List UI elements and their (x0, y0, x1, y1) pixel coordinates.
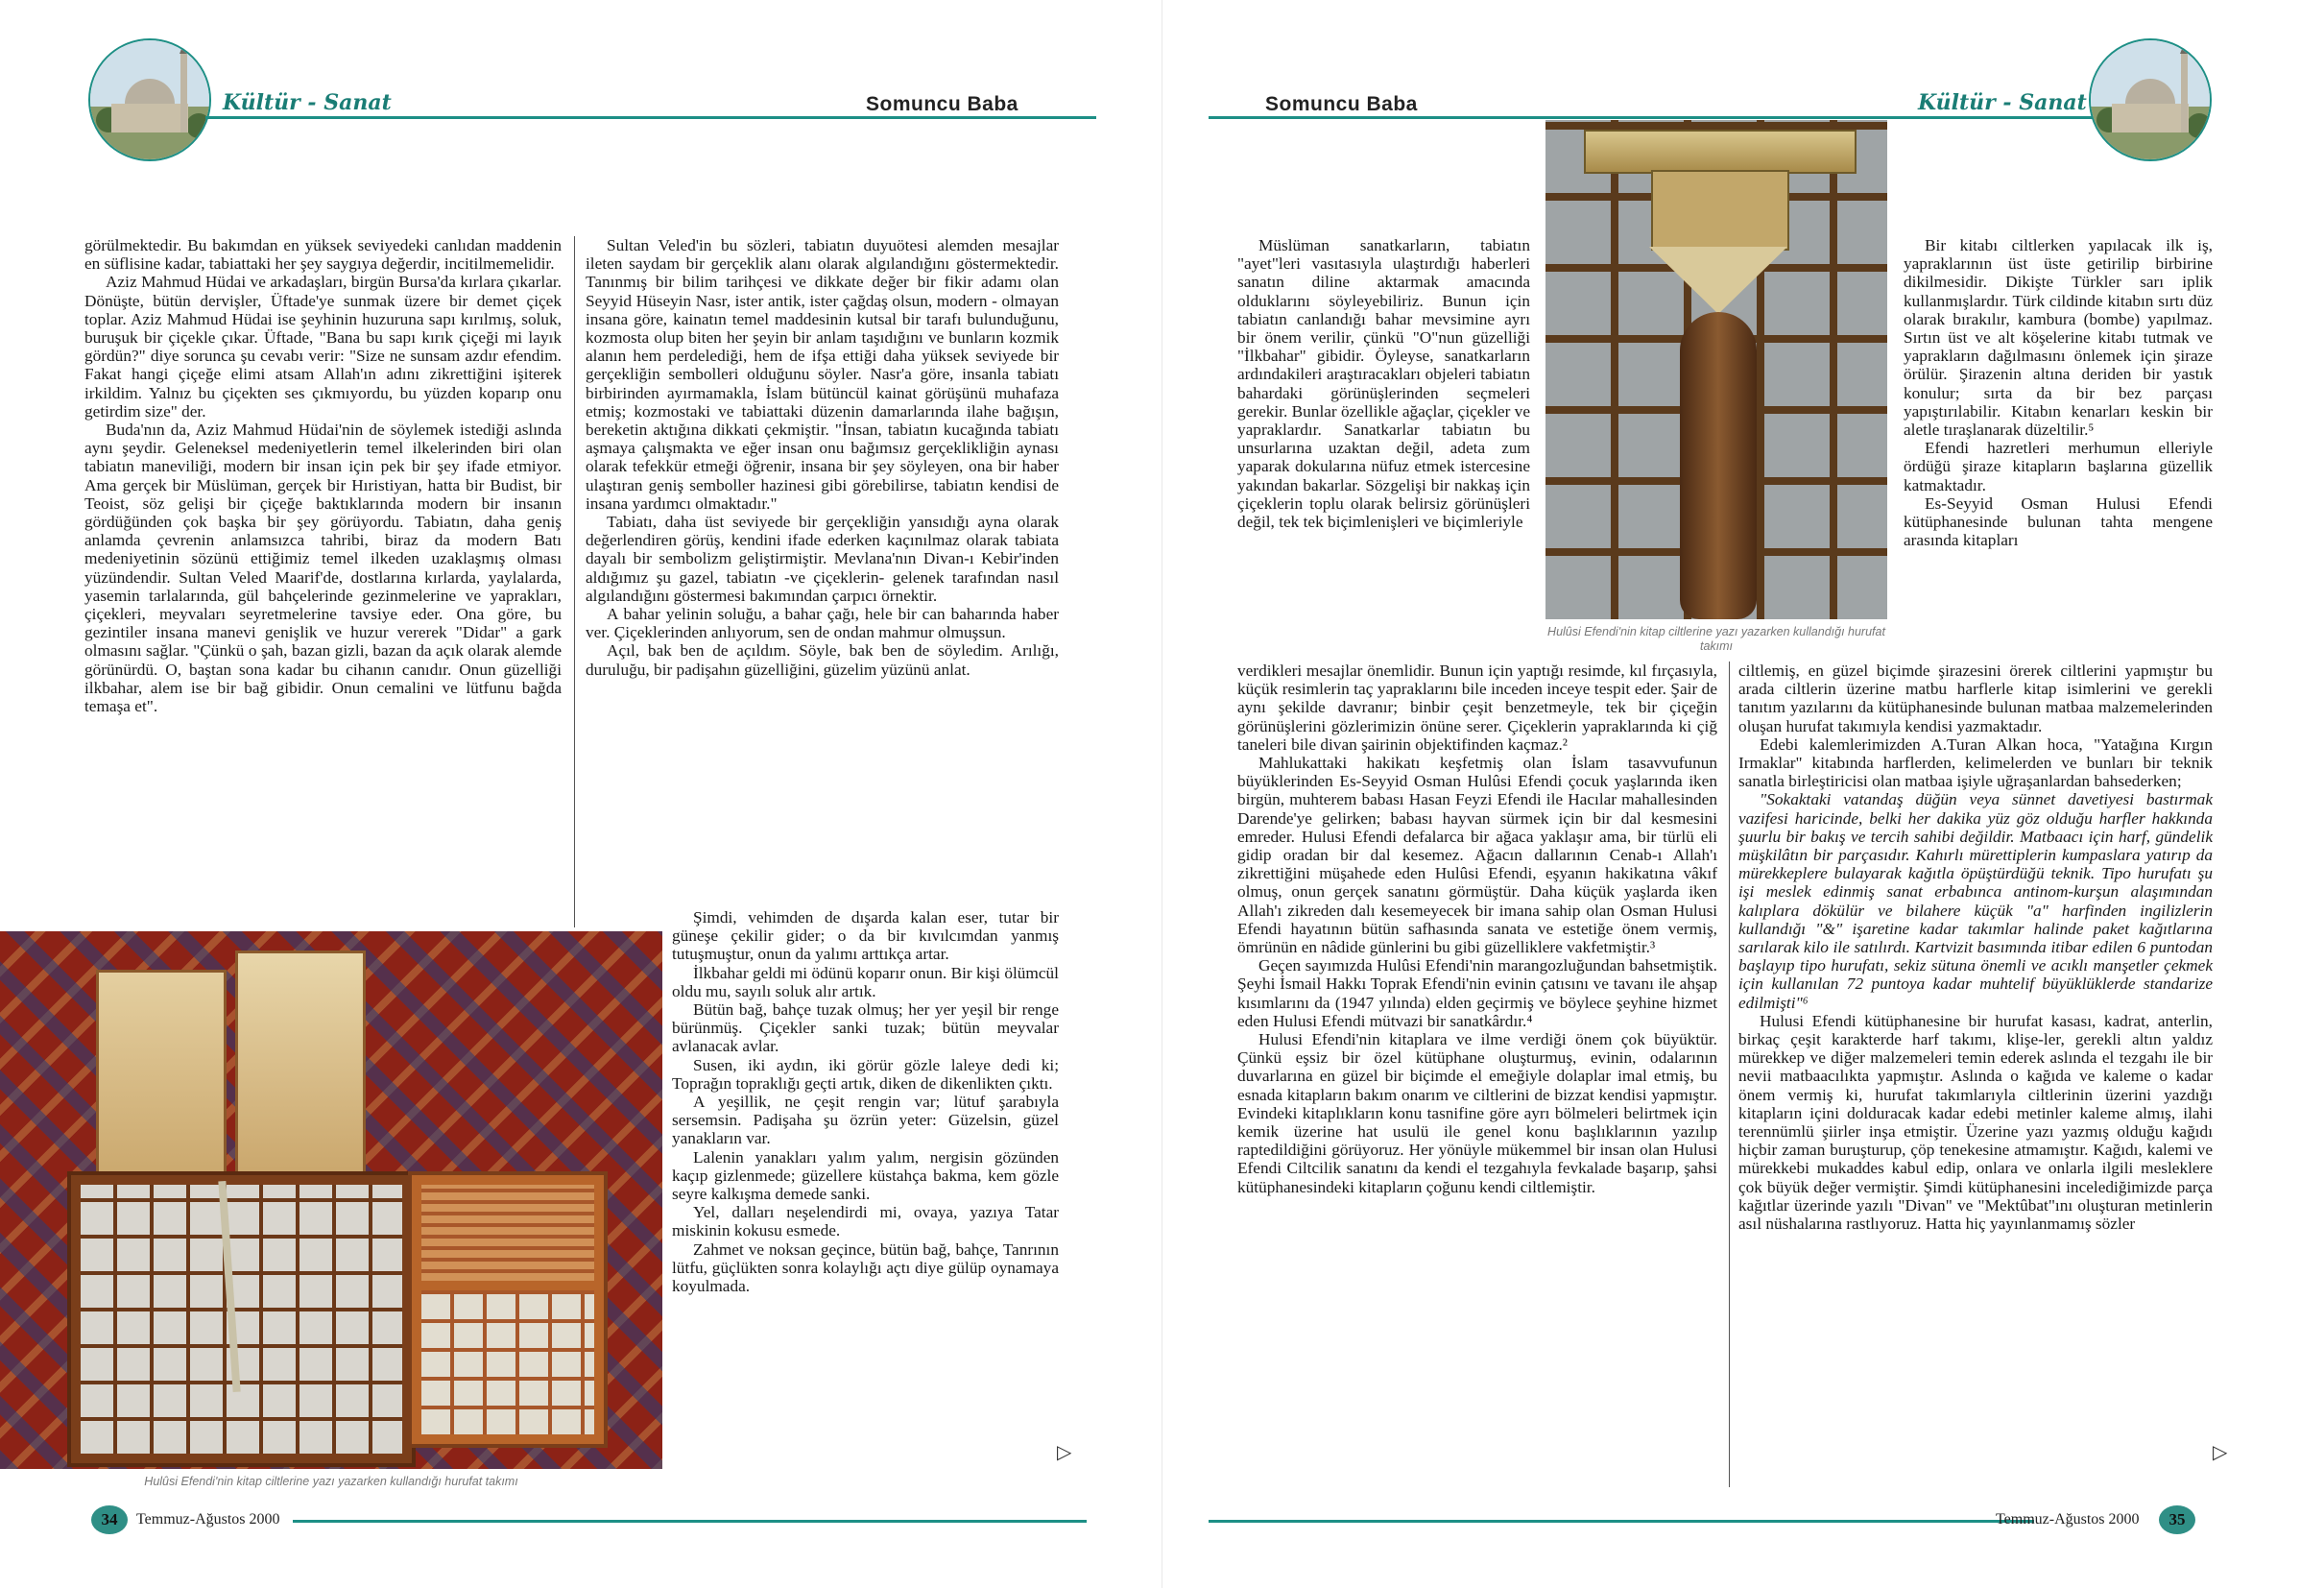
paragraph: Susen, iki aydın, iki görür gözle laleye dedi ki; Toprağın topraklığı geçti artık, diken de dikenlikten çıktı. (672, 1055, 1059, 1093)
section-title: Kültür - Sanat (223, 90, 392, 115)
paragraph: Sultan Veled'in bu sözleri, tabiatın duyuötesi alemden mesajlar ileten saydam bir gerçeklik alanı olarak algılandığını göstermektedir. Tanınmış bir bilim tarihçesi ve dikkate değer bir fikir adamı olan Seyyid Hüseyin Nasr, ister antik, ister çağdaş olsun, modern - olmayan insana göre, kainatın temel maddesinin kutsal bir tarafı bulunduğunu, kozmosta olup biten her şeyin bir anlam taşıdığını ve bunların kozmik alanın hem perdelediği, hem de ifşa ettiği daha yüksek seviyede bir gerçekliğin sembolleri olduğunu söyler. Nasr'a göre, insanla tabiatı birbirinden ayırmamakla, İslam bütüncül kainat görüşünü muhafaza etmiş; kozmostaki ve tabiattaki düzenin damarlarında ilahe bağışın, bereketin aktığına dikkati çekmiştir. "İnsan, tabiatın kucağında tabiatı aşmaya çalışmakta ve eğer insan onu bağımsız gerçeklikliğin aynası olarak tefekkür etmeği öğrenir, insana bir şey söyleyen, ona bir haber ulaştıran geniş semboller hazinesi gibi görebilirse, tabiatın kendisi de insana yardımcı olmaktadır." (586, 236, 1059, 513)
paragraph: Açıl, bak ben de açıldım. Söyle, bak ben de söyledim. Arılığı, duruluğu, bir padişahın güzelliğini, güzelim yüzünü anlat. (586, 641, 1059, 679)
paragraph: Bir kitabı ciltlerken yapılacak ilk iş, yapraklarının üst üste getirilip birbirine dikilmesidir. Dikişte Türkler sarı iplik kullanmışlardır. Türk cildinde kitabın sırtı düz olarak bırakılır, kambura (bombe) yapılmaz. Sırtın üst ve alt köşelerine kitabı tutmak ve yaprakların dağılmasını önlemek için şiraze örülür. Şirazenin altına deriden bir yastık konulur; sırta da bir bez parçası yapıştırılabilir. Kitabın kenarları keskin bir aletle tıraşlanarak düzeltilir.⁵ (1904, 236, 2213, 440)
paragraph: Şimdi, vehimden de dışarda kalan eser, tutar bir güneşe çekilir gider; o da bir kıvılcımdan yanmış tutuşmuştur, onun da yalımı arttıkça artar. (672, 908, 1059, 964)
paragraph: Yel, dalları neşelendirdi mi, ovaya, yazıya Tatar miskinin kokusu esmede. (672, 1203, 1059, 1240)
mosque-logo-icon (2089, 38, 2212, 161)
continue-arrow-icon: ▷ (2213, 1440, 2228, 1463)
paragraph: Geçen sayımızda Hulûsi Efendi'nin marangozluğundan bahsetmiştik. Şeyhi İsmail Hakkı Toprak Efendi'nin evinin çatısını ve tavanı ile ahşap kısımlarını da (1947 yılında) elden geçirmiş ve böylece şeyhine hizmet eden Hulusi Efendi mütvazi bir sanatkârdır.⁴ (1237, 956, 1717, 1030)
mosque-logo-icon (88, 38, 211, 161)
left-column-2 (586, 236, 1059, 679)
paragraph: Zahmet ve noksan geçince, bütün bağ, bahçe, Tanrının lütfu, güçlükten sonra kolaylığı açtı diye gülüp oynamaya koyulmada. (672, 1239, 1059, 1296)
page-number: 35 (2159, 1505, 2195, 1534)
page-number: 34 (91, 1505, 128, 1534)
left-column-1 (84, 236, 562, 715)
paragraph: Müslüman sanatkarların, tabiatın "ayet"leri vasıtasıyla ulaştırdığı haberleri sanatın diline aktarmak amacında olduklarını söyleyebiliriz. Bunun için tabiatın canlandığı bahar mevsimine ayrı bir önem verilir, çünkü "O"nun güzelliği "İlkbahar" gibidir. Öyleyse, sanatkarların ardındakileri araştıracakları objeleri tabiatın bahardaki görünüşlerinden seçmeleri gerekir. Bunlar özellikle ağaçlar, çiçekler ve yapraklardır. Sanatkarlar tabiatın bu unsurlarına uzaktan değil, adeta zum yaparak dokularına nüfuz etmek istercesine yakından bakarlar. Sözgelişi bir nakkaş için çiçeklerin toplu olarak belirsiz görünüşleri değil, tek tek biçimlenişleri ve biçimleriyle (1237, 236, 1530, 532)
paragraph: A bahar yelinin soluğu, a bahar çağı, hele bir can baharında haber ver. Çiçeklerinden anlıyorum, sen de ondan mahmur olmuşsun. (586, 605, 1059, 642)
left-column-2-lower (672, 908, 1059, 1295)
paragraph: verdikleri mesajlar önemlidir. Bunun için yaptığı resimde, kıl fırçasıyla, küçük resimlerin taç yapraklarını bile inceden inceye tespit eder. Şair de aynı şekilde davranır; binbir çeşit benzetmeyle, tek bir çiçeğin görünüşlerini gözlerimizin önüne serer. Çiçeklerin yapraklarında ki çiğ taneleri bile divan şairinin objektifinden kaçmaz.² (1237, 662, 1717, 754)
paragraph: Lalenin yanakları yalım yalım, nergisin gözünden kaçıp gizlenmede; güzellere küstahça bakma, kem gözle seyre kalkışma demede sanki. (672, 1147, 1059, 1204)
right-column-2 (1904, 236, 2213, 549)
right-column-1 (1237, 236, 1530, 531)
paragraph: Hulusi Efendi'nin kitaplara ve ilme verdiği önem çok büyüktür. Çünkü eşsiz bir özel kütüphane oluşturmuş, evinin, odalarının duvarlarına en güzel bir biçimde el emeğiyle dolaplar imal etmiş, bu esnada kitapların bakım onarım ve ciltlerini de bizzat kendisi yapmıştır. Evindeki kitaplıkların konu tasnifine göre ayrı bölmeleri belirtmek için kemik üzerine hat usulü ile genel konu başlıklarının yazılıp raptedildiğini görüyoruz. Her yönüyle mükemmel bir insan olan Hulusi Efendi Ciltcilik sanatını da kendi el tezgahıyla fevkalade başarıp, şahsi kütüphanesindeki kitapların çoğunu kendi ciltlemiştir. (1237, 1030, 1717, 1196)
section-title: Kültür - Sanat (1918, 90, 2087, 115)
type-case-photo (0, 931, 662, 1469)
right-column-2-lower (1738, 662, 2213, 1233)
footer-rule (1209, 1520, 2034, 1523)
paragraph: Mahlukattaki hakikatı keşfetmiş olan İslam tasavvufunun büyüklerinden Es-Seyyid Osman Hulûsi Efendi çocuk yaşlarında iken birgün, muhterem babası Hasan Feyzi Efendi ile Hacılar mahallesinden Darende'ye gelirken; babası hayvan sürmek için bir dal kesmesini emreder. Hulusi Efendi defalarca bir ağaca yaklaşır ama, bir türlü eli gidip oradan bir dal kesemez. Ağacın dallarının Cenab-ı Allah'ı zikrettiğini müşahede eden Hulûsi Efendi, eşyanın hakikatına vâkıf olmuş, onun gerçek sanatını görmüştür. Daha küçük yaşlarda iken Allah'ı zikreden dalı kesemeyecek bir imana sahip olan Osman Hulusi Efendi hayatının bütün safhasında sanata ve estetiğe önem vermiş, ömrünün en nâdide günlerini bu gibi güzelliklere vakfetmiştir.³ (1237, 754, 1717, 957)
photo-caption: Hulûsi Efendi'nin kitap ciltlerine yazı yazarken kullandığı hurufat takımı (144, 1475, 518, 1488)
paragraph: ciltlemiş, en güzel biçimde şirazesini örerek ciltlerini yapmıştır bu arada ciltlerin üzerine matbu harflerle kitap isimlerini ve gerekli tanıtım yazılarını da kütüphanesinde bulunan matbaa malzemelerinden oluşan hurufat takımıyla kendisi yazmaktadır. (1738, 662, 2213, 735)
paragraph: A yeşillik, ne çeşit rengin var; lütuf şarabıyla sersemsin. Padişaha şu özrün yeter: Güzelsin, güzel yanakların var. (672, 1093, 1059, 1148)
photo-caption: Hulûsi Efendi'nin kitap ciltlerine yazı yazarken kullandığı hurufat takımı (1547, 625, 1885, 653)
right-page (1162, 0, 2324, 1588)
paragraph: Es-Seyyid Osman Hulusi Efendi kütüphanesinde bulunan tahta mengene arasında kitapları (1904, 493, 2213, 550)
issue-date: Temmuz-Ağustos 2000 (136, 1511, 280, 1528)
column-divider (1729, 662, 1730, 1487)
paragraph: İlkbahar geldi mi ödünü koparır onun. Bir kişi ölümcül oldu mu, sayılı soluk alır artık. (672, 963, 1059, 1000)
paragraph: görülmektedir. Bu bakımdan en yüksek seviyedeki canlıdan maddenin en süflisine kadar, tabiattaki her şey saygıya değerdir, incitilmemelidir. (84, 236, 562, 274)
paragraph: Buda'nın da, Aziz Mahmud Hüdai'nin de söylemek istediği aslında aynı şeydir. Geleneksel medeniyetlerin temel ilkelerinden biri olan tabiatın maneviliği, modern bir insan için pek bir şey ifade etmiyor. Ama gerçek bir Müslüman, gerçek bir Hıristiyan, hatta bir Budist, bir Teoist, söz gelişi bir çiçeğe baktıklarında modern bir insanın gördüğünden çok başka bir şey görüyordu. Tabiatın, daha geniş anlamda çevrenin anlamsızca tahribi, biraz da modern Batı medeniyetinin sözünü ettiğimiz temel ilkeden uzaklaşmış olması yüzündendir. Sultan Veled Maarif'de, dostlarına kırlarda, yaylalarda, yasemin tarlalarında, gül bahçelerinde gezinmelerine ve yaprakları, çiçekleri, meyvaları seyretmelerine tavsiye eder. Ona göre, bu gezintiler insana manevi genişlik ve huzur vererek "Didar" a gark olmasını sağlar. "Çünkü o şah, bazan gizli, bazan da açık olarak alemde görünürdü. O, baştan sona kadar bu cihanın canıdır. Onun güzelliği ilkbahar, alem ise bir bağ gibidir. Onun cemalini ve lütfunu bağda temaşa et". (84, 421, 562, 716)
header-rule (205, 116, 1096, 119)
magazine-name: Somuncu Baba (1265, 93, 1418, 115)
header-rule (1209, 116, 2101, 119)
binding-tool-photo (1545, 120, 1887, 619)
footer-rule (293, 1520, 1087, 1523)
issue-date: Temmuz-Ağustos 2000 (1996, 1511, 2140, 1528)
paragraph: Hulusi Efendi kütüphanesine bir hurufat kasası, kadrat, anterlin, birkaç çeşit karakterde harf takımı, klişe-ler, gerekli altın yaldız mürekkep ve diğer malzemeleri temin ederek aslında el tezgahı ile bir nevii matbaacılıkta yapmıştır. Aslında o kağıda ve kaleme o kadar önem vermiş ki, hurufat takımlarıyla ciltlerinin üzerini yazdığı kitapların içini dolduracak kadar edebi metinler kaleme almış, ilahi terennümlü şiirler inşa etmiştir. Üzerine yazı yazmış olduğu kağıdı hiçbir zaman buruşturup, çöp tenekesine atmamıştır. Kağıdı, kalemi ve mürekkebi mukaddes kabul edip, onlara ve onlarla ilgili mesleklere çok büyük değer vermiştir. Şimdi kütüphanesini incelediğimizde parça kağıtlar üzerinde yazılı "Divan" ve "Mektûbat"ını oluşturan metinlerin asıl nüshalarına rastlıyoruz. Hatta hiç yayınlanmamış sözler (1738, 1011, 2213, 1234)
paragraph: Tabiatı, daha üst seviyede bir gerçekliğin yansıdığı ayna olarak değerlendiren görüş, kendini ifade ederken kaçınılmaz olarak tabiata dayalı bir sembolizm geliştirmiştir. Mevlana'nın Divan-ı Kebir'inden aldığımız şu gazel, tabiatın -ve çiçeklerin- gelenek tarafından nasıl algılandığını göstermesi bakımından çarpıcı örnektir. (586, 513, 1059, 605)
paragraph: Efendi hazretleri merhumun elleriyle ördüğü şiraze kitapların başlarına güzellik katmaktadır. (1904, 439, 2213, 494)
paragraph: Edebi kalemlerimizden A.Turan Alkan hoca, "Yatağına Kırgın Irmaklar" kitabında harflerden, kelimelerden ve bunları bir teknik sanatla birleştiricisi olan matbaa işiyle uğraşanlardan bahsederken; (1738, 734, 2213, 791)
right-column-1-lower (1237, 662, 1717, 1196)
continue-arrow-icon: ▷ (1057, 1440, 1072, 1463)
column-divider (574, 236, 575, 927)
quote-paragraph: "Sokaktaki vatandaş düğün veya sünnet davetiyesi bastırmak vazifesi haricinde, belki her dakika yüz göz olduğu harfler hakkında şuurlu bir bakış ve tercih sahibi değildir. Matbaacı için harf, gündelik müşkilâtın bir parçasıdır. Kahırlı mürettiplerin kumpaslara yatırıp da mürekkeplere bulayarak kağıtla öpüştürdüğü teknik. Tipo hurufatı şu işi meslek edinmiş sanat erbabınca antinom-kurşun alaşımından kalıplara dökülür ve bilahere küçük "a" harfinden ingilizlerin kullandığı "&" işaretine kadar takımlar halinde paket kağıtlarına sarılarak kilo ile satılırdı. Kartvizit basımında itibar edilen 6 puntodan başlayıp tipo hurufatı, sekiz sütuna önemli ve acıklı manşetler çekmek için kullanılan 72 puntoya kadar muhtelif büyüklüklerde standarize edilmişti"⁶ (1738, 790, 2213, 1012)
paragraph: Bütün bağ, bahçe tuzak olmuş; her yer yeşil bir renge bürünmüş. Çiçekler sanki tuzak; bütün meyvalar avlanacak avlar. (672, 1000, 1059, 1056)
paragraph: Aziz Mahmud Hüdai ve arkadaşları, birgün Bursa'da kırlara çıkarlar. Dönüşte, bütün dervişler, Üftade'ye sunmak üzere bir demet çiçek toplar. Aziz Mahmud Hüdai ise şeyhinin huzuruna sapı kırılmış, soluk, buruşuk bir çiçekle çıkar. Üftade, "Bana bu sapı kırık çiçeği mi layık gördün?" diye sorunca şu cevabı verir: "Size ne sunsam azdır efendim. Fakat hangi çiçeğe elimi atsam Allah'ın adını zikrettiğini işiterek irkildim. Yalnız bu çiçekten ses çıkmıyordu, bu yüzden koparıp onu getirdim size" der. (84, 273, 562, 421)
magazine-name: Somuncu Baba (866, 93, 1018, 115)
